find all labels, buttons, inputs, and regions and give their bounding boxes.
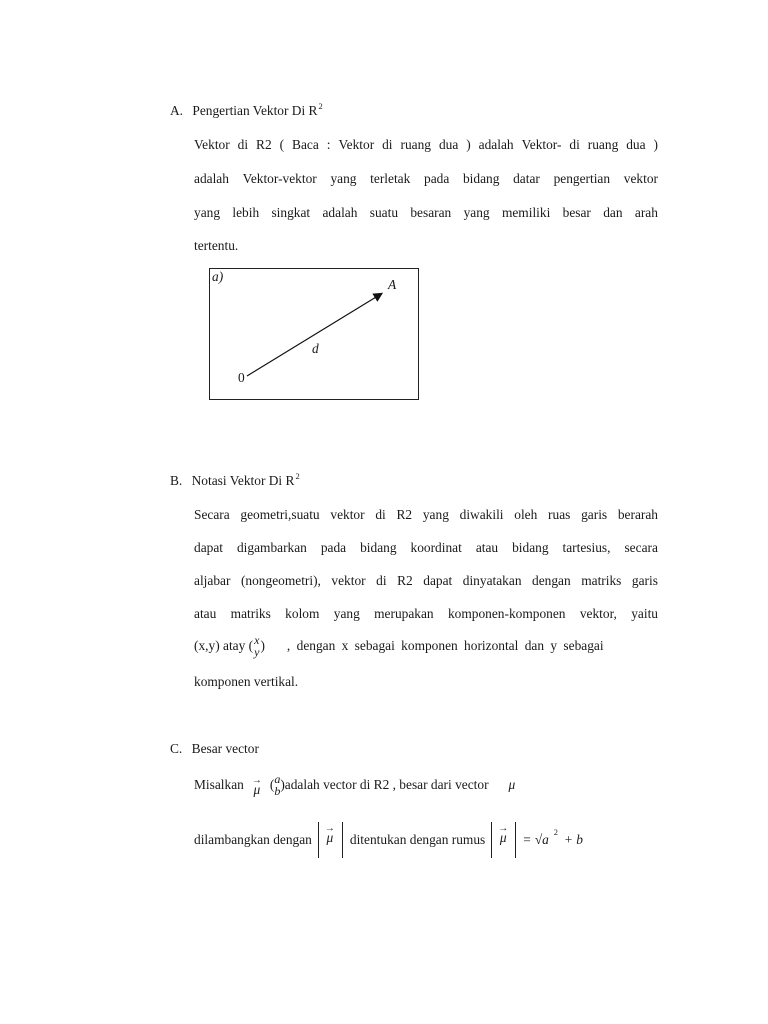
- word: R2: [397, 573, 413, 588]
- word: (: [279, 137, 285, 152]
- word: vektor: [623, 171, 658, 186]
- word: yang: [463, 205, 490, 220]
- word: di: [569, 137, 580, 152]
- paragraph-line: [194, 540, 658, 556]
- word: matriks: [581, 573, 622, 588]
- word: bidang: [360, 540, 397, 555]
- word: garis: [581, 507, 608, 522]
- besar-vector-line-1: Misalkan → μ ( a b ) adalah vector di R2 , besar dari vector μ: [194, 772, 516, 798]
- word: digambarkan: [236, 540, 307, 555]
- magnitude-mu-1: [318, 822, 344, 858]
- vector-mu-symbol: [251, 775, 262, 797]
- word: oleh: [514, 507, 538, 522]
- section-c-heading: [170, 741, 259, 757]
- word: dinyatakan: [462, 573, 522, 588]
- word: komponen-komponen: [447, 606, 566, 621]
- paragraph-line: [194, 171, 658, 187]
- notation-line: [194, 634, 604, 658]
- column-vector-xy: [254, 634, 259, 658]
- word: atau: [475, 540, 499, 555]
- section-b-last-line: komponen vertikal.: [194, 674, 299, 689]
- word: pada: [424, 171, 450, 186]
- word: vektor,: [579, 606, 617, 621]
- word: datar: [513, 171, 540, 186]
- vector-figure: [209, 268, 419, 400]
- word: tartesius,: [562, 540, 611, 555]
- misalkan-text: Misalkan: [194, 777, 244, 792]
- word: di: [376, 573, 387, 588]
- word: berarah: [617, 507, 658, 522]
- line1-suffix: adalah vector di R2 , besar dari vector: [284, 777, 489, 792]
- word: matriks: [230, 606, 271, 621]
- word: bidang: [512, 540, 549, 555]
- word: Vektor-: [521, 137, 562, 152]
- section-b-title: Notasi Vektor Di R: [191, 473, 295, 488]
- paragraph-line: [194, 137, 658, 153]
- word: di: [382, 137, 393, 152]
- word: dapat: [423, 573, 453, 588]
- word: ruang: [400, 137, 431, 152]
- word: vektor: [331, 573, 366, 588]
- word: terletak: [370, 171, 411, 186]
- word: Secara: [194, 507, 230, 522]
- word: kolom: [285, 606, 320, 621]
- word: memiliki: [501, 205, 551, 220]
- word: suatu: [369, 205, 399, 220]
- dilambangkan-text: dilambangkan dengan: [194, 832, 312, 847]
- formula-rest: + b: [563, 832, 583, 847]
- origin-label: 0: [238, 370, 245, 385]
- besar-vector-line-2: [194, 822, 583, 858]
- paragraph-line: [194, 507, 658, 523]
- word: secara: [624, 540, 658, 555]
- formula-a: a: [542, 832, 549, 847]
- equals-sign: =: [523, 832, 531, 847]
- section-b-label: B.: [170, 473, 183, 488]
- word: lebih: [232, 205, 260, 220]
- section-a-heading: [170, 103, 323, 120]
- word: garis: [631, 573, 658, 588]
- mu-symbol-end: μ: [508, 777, 516, 792]
- word: pada: [320, 540, 347, 555]
- word: diwakili: [459, 507, 504, 522]
- word: dan: [603, 205, 623, 220]
- paragraph-line: [194, 205, 658, 221]
- sqrt-symbol: √: [534, 832, 543, 847]
- word: ): [466, 137, 471, 152]
- word: Vektor-vektor: [242, 171, 317, 186]
- word: ruang: [587, 137, 619, 152]
- word: pengertian: [553, 171, 611, 186]
- word: Vektor: [338, 137, 375, 152]
- frac-top-a: a: [274, 772, 281, 786]
- word: R2: [256, 137, 272, 152]
- frac-top-x: x: [254, 633, 260, 647]
- section-a-superscript: 2: [318, 101, 323, 111]
- notation-prefix: (x,y) atay (: [194, 638, 254, 653]
- section-c-label: C.: [170, 741, 183, 756]
- word: di: [375, 507, 386, 522]
- mu-symbol: μ: [253, 782, 261, 797]
- word: Baca: [292, 137, 319, 152]
- word: ): [653, 137, 658, 152]
- word: yaitu: [631, 606, 658, 621]
- section-c-title: Besar vector: [191, 741, 259, 756]
- word: geometri,suatu: [240, 507, 320, 522]
- word: besaran: [410, 205, 452, 220]
- section-b-superscript: 2: [295, 471, 300, 481]
- figure-corner-label: a): [212, 269, 224, 284]
- vector-arrow: [247, 294, 381, 376]
- frac-bottom-y: y: [254, 645, 260, 659]
- word: :: [326, 137, 331, 152]
- word: (nongeometri),: [240, 573, 321, 588]
- word: singkat: [271, 205, 311, 220]
- paragraph-line: [194, 573, 658, 589]
- vector-mu-in-abs-1: → μ: [324, 823, 335, 845]
- word: adalah: [322, 205, 358, 220]
- word: merupakan: [374, 606, 434, 621]
- word: adalah: [194, 171, 229, 186]
- word: yang: [333, 606, 360, 621]
- word: arah: [634, 205, 658, 220]
- word: dapat: [194, 540, 223, 555]
- section-b-heading: [170, 473, 300, 490]
- paragraph-line: [194, 606, 658, 622]
- word: dengan: [532, 573, 571, 588]
- section-a-title: Pengertian Vektor Di R: [192, 103, 318, 118]
- word: vektor: [330, 507, 365, 522]
- word: Vektor: [194, 137, 230, 152]
- notation-rest: , dengan x sebagai komponen horizontal dan y sebagai: [286, 638, 604, 653]
- word: dua: [626, 137, 646, 152]
- word: adalah: [478, 137, 514, 152]
- word: aljabar: [194, 573, 231, 588]
- word: koordinat: [410, 540, 462, 555]
- vector-arrow-symbol: →: [251, 775, 262, 786]
- word: ruas: [548, 507, 571, 522]
- word: dua: [438, 137, 459, 152]
- notation-close: ): [260, 638, 265, 653]
- word: yang: [422, 507, 449, 522]
- point-a-label: A: [388, 277, 397, 292]
- word: bidang: [462, 171, 500, 186]
- ditentukan-text: ditentukan dengan rumus: [349, 832, 486, 847]
- word: di: [237, 137, 249, 152]
- vector-d-label: d: [312, 341, 319, 356]
- word: atau: [194, 606, 217, 621]
- formula-exponent: 2: [553, 828, 558, 837]
- magnitude-mu-2: [491, 822, 517, 858]
- word: yang: [194, 205, 221, 220]
- word: besar: [562, 205, 591, 220]
- vector-mu-in-abs-2: → μ: [498, 823, 509, 845]
- word: R2: [396, 507, 413, 522]
- section-a-last-line: tertentu.: [194, 238, 239, 253]
- word: yang: [330, 171, 357, 186]
- frac-bottom-b: b: [274, 784, 281, 798]
- section-a-label: A.: [170, 103, 184, 118]
